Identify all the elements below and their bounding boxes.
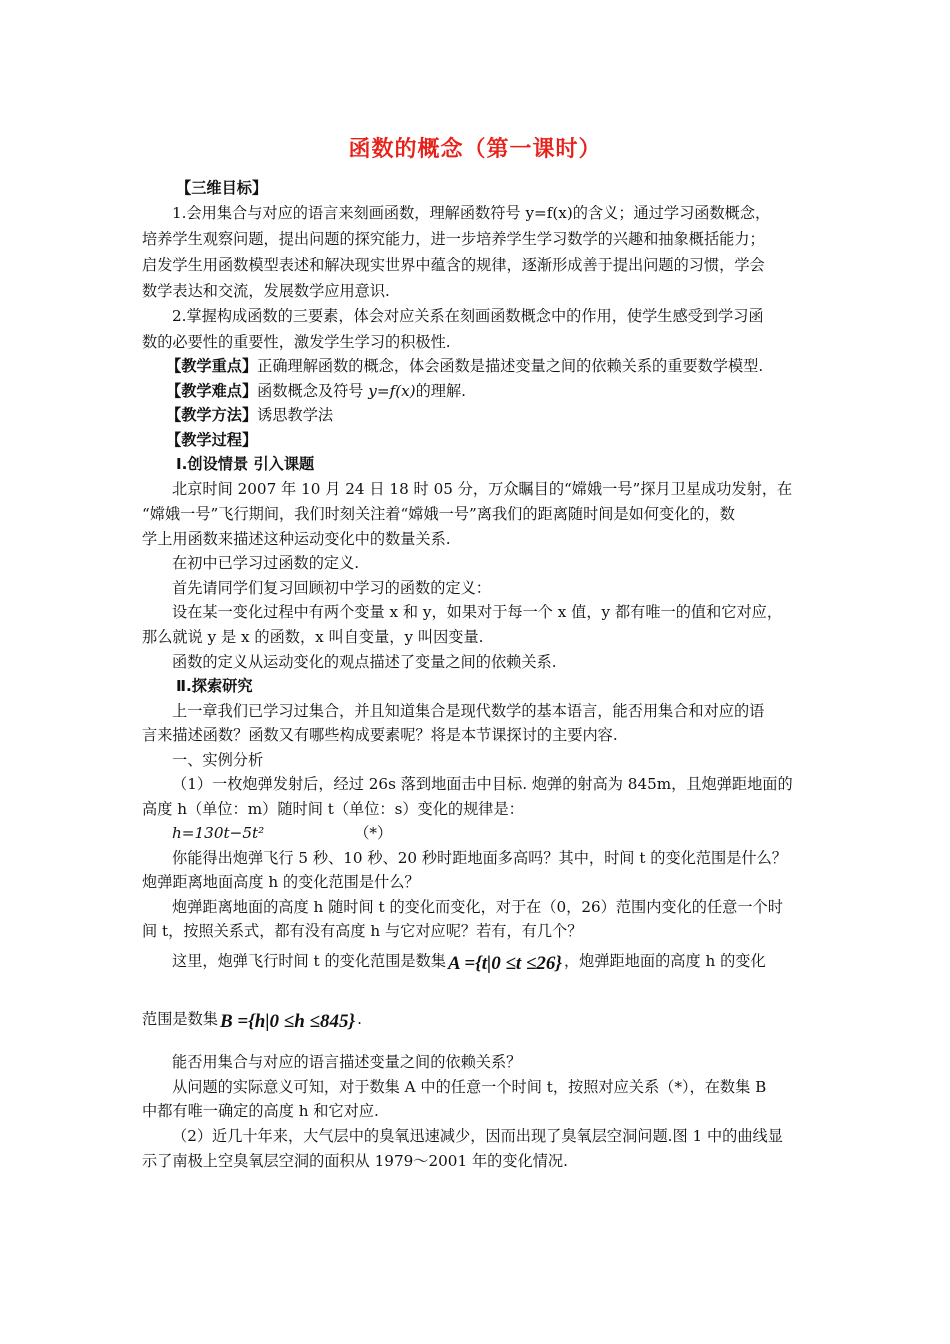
paragraph-line: 上一章我们已学习过集合，并且知道集合是现代数学的基本语言，能否用集合和对应的语	[172, 702, 765, 720]
paragraph-line: “嫦娥一号”飞行期间，我们时刻关注着“嫦娥一号”离我们的距离随时间是如何变化的，数	[142, 505, 735, 523]
paragraph-line: 炮弹距离地面高度 h 的变化范围是什么？	[142, 873, 420, 891]
method-text: 诱思教学法	[257, 406, 334, 424]
paragraph-line: 间 t，按照关系式，都有没有高度 h 与它对应呢？若有，有几个？	[142, 922, 583, 940]
paragraph-line: （2）近几十年来，大气层中的臭氧迅速减少，因而出现了臭氧层空洞问题.图 1 中的曲线显	[172, 1127, 783, 1145]
set-b-formula: B ={h|0 ≤h ≤845}	[219, 1011, 356, 1032]
definition-line: 那么就说 y 是 x 的函数，x 叫自变量，y 叫因变量.	[142, 628, 484, 646]
difficulty-line	[166, 381, 466, 401]
paragraph-line: 数的必要性的重要性，激发学生学习的积极性.	[142, 333, 451, 351]
paragraph-line: 首先请同学们复习回顾初中学习的函数的定义：	[172, 579, 491, 597]
formula-line	[172, 823, 392, 843]
set-b-text: 范围是数集	[142, 1010, 218, 1028]
paragraph-line: 学上用函数来描述这种运动变化中的数量关系.	[142, 530, 451, 548]
paragraph-line: 1.会用集合与对应的语言来刻画函数，理解函数符号 y=f(x)的含义；通过学习函数概念，	[172, 204, 771, 222]
key-point-line	[166, 356, 763, 376]
paragraph-line: 一、实例分析	[172, 751, 264, 769]
set-a-text-end: ，炮弹距地面的高度 h 的变化	[563, 952, 766, 970]
paragraph-line: 从问题的实际意义可知，对于数集 A 中的任意一个时间 t，按照对应关系（*），在数集 B	[172, 1078, 767, 1096]
paragraph-line: 2.掌握构成函数的三要素，体会对应关系在刻画函数概念中的作用，使学生感受到学习函	[172, 307, 764, 325]
difficulty-text-end: 的理解.	[415, 382, 466, 400]
set-b-text-end: .	[357, 1010, 362, 1028]
key-point-label: 【教学重点】	[166, 357, 258, 375]
page-title: 函数的概念（第一课时）	[348, 137, 602, 162]
set-b-line	[142, 1009, 362, 1032]
section-heading-1: Ⅰ.创设情景 引入课题	[176, 455, 315, 473]
key-point-text: 正确理解函数的概念，体会函数是描述变量之间的依赖关系的重要数学模型.	[257, 357, 764, 375]
method-label: 【教学方法】	[166, 406, 258, 424]
paragraph-line: 北京时间 2007 年 10 月 24 日 18 时 05 分，万众瞩目的“嫦娥一号”探月卫星成功发射，在	[172, 480, 793, 498]
difficulty-text: 函数概念及符号	[257, 382, 369, 400]
paragraph-line: （1）一枚炮弹发射后，经过 26s 落到地面击中目标. 炮弹的射高为 845m，且炮弹距地面的	[172, 775, 793, 793]
paragraph-line: 数学表达和交流，发展数学应用意识.	[142, 282, 390, 300]
paragraph-line: 启发学生用函数模型表述和解决现实世界中蕴含的规律，逐渐形成善于提出问题的习惯，学会	[142, 256, 765, 274]
paragraph-line: 言来描述函数？函数又有哪些构成要素呢？将是本节课探讨的主要内容.	[142, 726, 618, 744]
set-a-text: 这里，炮弹飞行时间 t 的变化范围是数集	[172, 952, 446, 970]
paragraph-line: 示了南极上空臭氧层空洞的面积从 1979～2001 年的变化情况.	[142, 1152, 568, 1170]
paragraph-line: 中都有唯一确定的高度 h 和它对应.	[142, 1102, 379, 1120]
paragraph-line: 高度 h（单位：m）随时间 t（单位：s）变化的规律是：	[142, 800, 524, 818]
paragraph-line: 你能得出炮弹飞行 5 秒、10 秒、20 秒时距地面多高吗？其中，时间 t 的变化范围是什么？	[172, 849, 787, 867]
paragraph-line: 在初中已学习过函数的定义.	[172, 554, 360, 572]
section-label-goals: 【三维目标】	[176, 179, 268, 197]
method-line	[166, 405, 333, 425]
definition-line: 函数的定义从运动变化的观点描述了变量之间的依赖关系.	[172, 653, 557, 671]
difficulty-label: 【教学难点】	[166, 382, 258, 400]
process-label: 【教学过程】	[166, 431, 258, 449]
definition-line: 设在某一变化过程中有两个变量 x 和 y，如果对于每一个 x 值，y 都有唯一的值和它对应，	[172, 603, 783, 621]
formula: h=130t−5t²	[172, 824, 265, 842]
formula-mark: （*）	[354, 824, 393, 842]
set-a-formula: A ={t|0 ≤t ≤26}	[447, 953, 562, 974]
section-heading-2: Ⅱ.探索研究	[176, 677, 253, 695]
paragraph-line: 培养学生观察问题，提出问题的探究能力，进一步培养学生学习数学的兴趣和抽象概括能力；	[142, 230, 765, 248]
set-a-line	[172, 951, 766, 974]
paragraph-line: 能否用集合与对应的语言描述变量之间的依赖关系？	[172, 1053, 522, 1071]
difficulty-formula: y=f(x)	[368, 382, 416, 400]
paragraph-line: 炮弹距离地面的高度 h 随时间 t 的变化而变化，对于在（0，26）范围内变化的任意一个时	[172, 898, 783, 916]
